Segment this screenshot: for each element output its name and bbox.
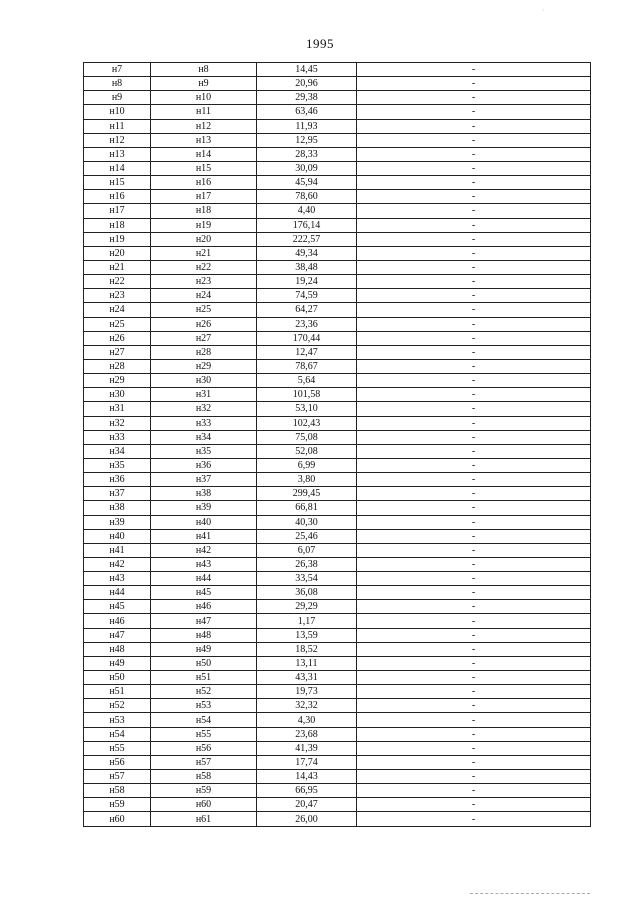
to-point-cell: н54 <box>151 713 257 727</box>
table-row <box>84 161 591 175</box>
note-cell: - <box>357 63 591 77</box>
distance-cell: 26,00 <box>257 812 357 826</box>
table-row <box>84 444 591 458</box>
table-row <box>84 572 591 586</box>
note-cell: - <box>357 713 591 727</box>
note-cell: - <box>357 416 591 430</box>
note-cell: - <box>357 345 591 359</box>
from-point-cell: н17 <box>84 204 151 218</box>
note-cell: - <box>357 642 591 656</box>
note-cell: - <box>357 557 591 571</box>
table-row <box>84 77 591 91</box>
from-point-cell: н16 <box>84 190 151 204</box>
note-cell: - <box>357 727 591 741</box>
distance-cell: 29,38 <box>257 91 357 105</box>
to-point-cell: н16 <box>151 176 257 190</box>
from-point-cell: н39 <box>84 515 151 529</box>
to-point-cell: н38 <box>151 487 257 501</box>
distance-cell: 20,47 <box>257 798 357 812</box>
table-row <box>84 614 591 628</box>
table-row <box>84 133 591 147</box>
table-row <box>84 147 591 161</box>
table-row <box>84 190 591 204</box>
note-cell: - <box>357 374 591 388</box>
distance-cell: 3,80 <box>257 473 357 487</box>
to-point-cell: н51 <box>151 671 257 685</box>
from-point-cell: н57 <box>84 770 151 784</box>
note-cell: - <box>357 430 591 444</box>
distance-cell: 12,95 <box>257 133 357 147</box>
distance-cell: 6,99 <box>257 458 357 472</box>
table-row <box>84 487 591 501</box>
to-point-cell: н12 <box>151 119 257 133</box>
note-cell: - <box>357 105 591 119</box>
from-point-cell: н20 <box>84 246 151 260</box>
table-row <box>84 119 591 133</box>
to-point-cell: н27 <box>151 331 257 345</box>
boundary-segments-table <box>83 62 591 827</box>
note-cell: - <box>357 600 591 614</box>
to-point-cell: н41 <box>151 529 257 543</box>
table-row <box>84 275 591 289</box>
distance-cell: 14,43 <box>257 770 357 784</box>
table-row <box>84 727 591 741</box>
to-point-cell: н33 <box>151 416 257 430</box>
to-point-cell: н58 <box>151 770 257 784</box>
table-row <box>84 374 591 388</box>
from-point-cell: н34 <box>84 444 151 458</box>
from-point-cell: н58 <box>84 784 151 798</box>
table-row <box>84 246 591 260</box>
note-cell: - <box>357 260 591 274</box>
to-point-cell: н42 <box>151 543 257 557</box>
note-cell: - <box>357 119 591 133</box>
from-point-cell: н49 <box>84 656 151 670</box>
distance-cell: 4,40 <box>257 204 357 218</box>
distance-cell: 4,30 <box>257 713 357 727</box>
note-cell: - <box>357 487 591 501</box>
distance-cell: 5,64 <box>257 374 357 388</box>
distance-cell: 49,34 <box>257 246 357 260</box>
from-point-cell: н38 <box>84 501 151 515</box>
from-point-cell: н52 <box>84 699 151 713</box>
distance-cell: 18,52 <box>257 642 357 656</box>
distance-cell: 78,60 <box>257 190 357 204</box>
distance-cell: 30,09 <box>257 161 357 175</box>
scan-artifact-line <box>470 893 590 895</box>
table-row <box>84 317 591 331</box>
table-row <box>84 656 591 670</box>
note-cell: - <box>357 741 591 755</box>
to-point-cell: н50 <box>151 656 257 670</box>
note-cell: - <box>357 685 591 699</box>
note-cell: - <box>357 628 591 642</box>
table-row <box>84 685 591 699</box>
distance-cell: 33,54 <box>257 572 357 586</box>
table-row <box>84 176 591 190</box>
table-row <box>84 388 591 402</box>
note-cell: - <box>357 812 591 826</box>
from-point-cell: н22 <box>84 275 151 289</box>
from-point-cell: н51 <box>84 685 151 699</box>
from-point-cell: н15 <box>84 176 151 190</box>
note-cell: - <box>357 798 591 812</box>
note-cell: - <box>357 133 591 147</box>
distance-cell: 41,39 <box>257 741 357 755</box>
table-row <box>84 543 591 557</box>
to-point-cell: н48 <box>151 628 257 642</box>
table-row <box>84 557 591 571</box>
to-point-cell: н8 <box>151 63 257 77</box>
distance-cell: 66,95 <box>257 784 357 798</box>
note-cell: - <box>357 388 591 402</box>
table-row <box>84 331 591 345</box>
to-point-cell: н14 <box>151 147 257 161</box>
distance-cell: 102,43 <box>257 416 357 430</box>
distance-cell: 75,08 <box>257 430 357 444</box>
from-point-cell: н47 <box>84 628 151 642</box>
to-point-cell: н21 <box>151 246 257 260</box>
table-row <box>84 600 591 614</box>
table-row <box>84 473 591 487</box>
distance-cell: 20,96 <box>257 77 357 91</box>
note-cell: - <box>357 77 591 91</box>
to-point-cell: н52 <box>151 685 257 699</box>
distance-cell: 19,24 <box>257 275 357 289</box>
to-point-cell: н40 <box>151 515 257 529</box>
distance-cell: 14,45 <box>257 63 357 77</box>
table-row <box>84 628 591 642</box>
distance-cell: 299,45 <box>257 487 357 501</box>
distance-cell: 170,44 <box>257 331 357 345</box>
distance-cell: 53,10 <box>257 402 357 416</box>
distance-cell: 13,59 <box>257 628 357 642</box>
table-row <box>84 812 591 826</box>
to-point-cell: н18 <box>151 204 257 218</box>
to-point-cell: н28 <box>151 345 257 359</box>
to-point-cell: н56 <box>151 741 257 755</box>
to-point-cell: н44 <box>151 572 257 586</box>
from-point-cell: н30 <box>84 388 151 402</box>
note-cell: - <box>357 572 591 586</box>
note-cell: - <box>357 444 591 458</box>
note-cell: - <box>357 275 591 289</box>
distance-cell: 6,07 <box>257 543 357 557</box>
to-point-cell: н60 <box>151 798 257 812</box>
note-cell: - <box>357 317 591 331</box>
distance-cell: 38,48 <box>257 260 357 274</box>
note-cell: - <box>357 543 591 557</box>
distance-cell: 23,68 <box>257 727 357 741</box>
distance-cell: 23,36 <box>257 317 357 331</box>
table-row <box>84 303 591 317</box>
distance-cell: 1,17 <box>257 614 357 628</box>
distance-cell: 74,59 <box>257 289 357 303</box>
distance-cell: 40,30 <box>257 515 357 529</box>
from-point-cell: н36 <box>84 473 151 487</box>
note-cell: - <box>357 359 591 373</box>
note-cell: - <box>357 699 591 713</box>
from-point-cell: н33 <box>84 430 151 444</box>
table-row <box>84 784 591 798</box>
from-point-cell: н24 <box>84 303 151 317</box>
distance-cell: 66,81 <box>257 501 357 515</box>
distance-cell: 78,67 <box>257 359 357 373</box>
table-row <box>84 232 591 246</box>
table-body <box>84 63 591 827</box>
table-row <box>84 345 591 359</box>
from-point-cell: н28 <box>84 359 151 373</box>
table-row <box>84 289 591 303</box>
to-point-cell: н45 <box>151 586 257 600</box>
distance-cell: 19,73 <box>257 685 357 699</box>
to-point-cell: н53 <box>151 699 257 713</box>
from-point-cell: н44 <box>84 586 151 600</box>
from-point-cell: н14 <box>84 161 151 175</box>
distance-cell: 45,94 <box>257 176 357 190</box>
to-point-cell: н31 <box>151 388 257 402</box>
note-cell: - <box>357 586 591 600</box>
distance-cell: 101,58 <box>257 388 357 402</box>
note-cell: - <box>357 755 591 769</box>
distance-cell: 222,57 <box>257 232 357 246</box>
from-point-cell: н10 <box>84 105 151 119</box>
to-point-cell: н36 <box>151 458 257 472</box>
to-point-cell: н23 <box>151 275 257 289</box>
table-row <box>84 671 591 685</box>
note-cell: - <box>357 458 591 472</box>
to-point-cell: н49 <box>151 642 257 656</box>
to-point-cell: н29 <box>151 359 257 373</box>
to-point-cell: н25 <box>151 303 257 317</box>
distance-cell: 11,93 <box>257 119 357 133</box>
table-row <box>84 501 591 515</box>
to-point-cell: н26 <box>151 317 257 331</box>
table-row <box>84 204 591 218</box>
table-row <box>84 63 591 77</box>
table-row <box>84 529 591 543</box>
table-row <box>84 798 591 812</box>
table-row <box>84 218 591 232</box>
table-row <box>84 515 591 529</box>
from-point-cell: н54 <box>84 727 151 741</box>
from-point-cell: н56 <box>84 755 151 769</box>
table-row <box>84 586 591 600</box>
from-point-cell: н53 <box>84 713 151 727</box>
note-cell: - <box>357 656 591 670</box>
from-point-cell: н40 <box>84 529 151 543</box>
table-row <box>84 642 591 656</box>
to-point-cell: н11 <box>151 105 257 119</box>
note-cell: - <box>357 289 591 303</box>
note-cell: - <box>357 331 591 345</box>
from-point-cell: н11 <box>84 119 151 133</box>
from-point-cell: н23 <box>84 289 151 303</box>
to-point-cell: н19 <box>151 218 257 232</box>
to-point-cell: н24 <box>151 289 257 303</box>
table-row <box>84 359 591 373</box>
note-cell: - <box>357 784 591 798</box>
note-cell: - <box>357 176 591 190</box>
to-point-cell: н34 <box>151 430 257 444</box>
table-row <box>84 458 591 472</box>
to-point-cell: н39 <box>151 501 257 515</box>
note-cell: - <box>357 529 591 543</box>
from-point-cell: н59 <box>84 798 151 812</box>
from-point-cell: н13 <box>84 147 151 161</box>
to-point-cell: н35 <box>151 444 257 458</box>
distance-cell: 36,08 <box>257 586 357 600</box>
table-row <box>84 713 591 727</box>
note-cell: - <box>357 204 591 218</box>
to-point-cell: н9 <box>151 77 257 91</box>
note-cell: - <box>357 770 591 784</box>
distance-cell: 64,27 <box>257 303 357 317</box>
table-row <box>84 755 591 769</box>
note-cell: - <box>357 218 591 232</box>
table-row <box>84 770 591 784</box>
note-cell: - <box>357 473 591 487</box>
page-number: 1995 <box>306 36 334 51</box>
from-point-cell: н29 <box>84 374 151 388</box>
from-point-cell: н9 <box>84 91 151 105</box>
note-cell: - <box>357 402 591 416</box>
table-row <box>84 105 591 119</box>
to-point-cell: н37 <box>151 473 257 487</box>
from-point-cell: н55 <box>84 741 151 755</box>
from-point-cell: н21 <box>84 260 151 274</box>
note-cell: - <box>357 246 591 260</box>
from-point-cell: н48 <box>84 642 151 656</box>
note-cell: - <box>357 515 591 529</box>
from-point-cell: н32 <box>84 416 151 430</box>
distance-cell: 63,46 <box>257 105 357 119</box>
distance-cell: 43,31 <box>257 671 357 685</box>
note-cell: - <box>357 303 591 317</box>
from-point-cell: н43 <box>84 572 151 586</box>
from-point-cell: н60 <box>84 812 151 826</box>
to-point-cell: н46 <box>151 600 257 614</box>
from-point-cell: н26 <box>84 331 151 345</box>
from-point-cell: н50 <box>84 671 151 685</box>
table-row <box>84 430 591 444</box>
to-point-cell: н43 <box>151 557 257 571</box>
from-point-cell: н18 <box>84 218 151 232</box>
from-point-cell: н7 <box>84 63 151 77</box>
table-row <box>84 91 591 105</box>
note-cell: - <box>357 147 591 161</box>
from-point-cell: н37 <box>84 487 151 501</box>
note-cell: - <box>357 91 591 105</box>
from-point-cell: н35 <box>84 458 151 472</box>
table-row <box>84 416 591 430</box>
note-cell: - <box>357 161 591 175</box>
to-point-cell: н47 <box>151 614 257 628</box>
distance-cell: 28,33 <box>257 147 357 161</box>
table-row <box>84 741 591 755</box>
to-point-cell: н17 <box>151 190 257 204</box>
to-point-cell: н20 <box>151 232 257 246</box>
distance-cell: 12,47 <box>257 345 357 359</box>
distance-cell: 25,46 <box>257 529 357 543</box>
distance-cell: 29,29 <box>257 600 357 614</box>
distance-cell: 13,11 <box>257 656 357 670</box>
from-point-cell: н46 <box>84 614 151 628</box>
to-point-cell: н30 <box>151 374 257 388</box>
note-cell: - <box>357 232 591 246</box>
table-row <box>84 402 591 416</box>
distance-cell: 52,08 <box>257 444 357 458</box>
from-point-cell: н8 <box>84 77 151 91</box>
distance-cell: 26,38 <box>257 557 357 571</box>
to-point-cell: н15 <box>151 161 257 175</box>
table-row <box>84 260 591 274</box>
from-point-cell: н45 <box>84 600 151 614</box>
distance-cell: 32,32 <box>257 699 357 713</box>
from-point-cell: н27 <box>84 345 151 359</box>
from-point-cell: н12 <box>84 133 151 147</box>
from-point-cell: н19 <box>84 232 151 246</box>
from-point-cell: н42 <box>84 557 151 571</box>
to-point-cell: н32 <box>151 402 257 416</box>
to-point-cell: н61 <box>151 812 257 826</box>
to-point-cell: н13 <box>151 133 257 147</box>
to-point-cell: н59 <box>151 784 257 798</box>
from-point-cell: н41 <box>84 543 151 557</box>
to-point-cell: н10 <box>151 91 257 105</box>
from-point-cell: н25 <box>84 317 151 331</box>
note-cell: - <box>357 501 591 515</box>
table-row <box>84 699 591 713</box>
note-cell: - <box>357 671 591 685</box>
distance-cell: 17,74 <box>257 755 357 769</box>
to-point-cell: н22 <box>151 260 257 274</box>
scan-mark: · <box>542 6 545 15</box>
from-point-cell: н31 <box>84 402 151 416</box>
note-cell: - <box>357 614 591 628</box>
to-point-cell: н57 <box>151 755 257 769</box>
to-point-cell: н55 <box>151 727 257 741</box>
distance-cell: 176,14 <box>257 218 357 232</box>
note-cell: - <box>357 190 591 204</box>
